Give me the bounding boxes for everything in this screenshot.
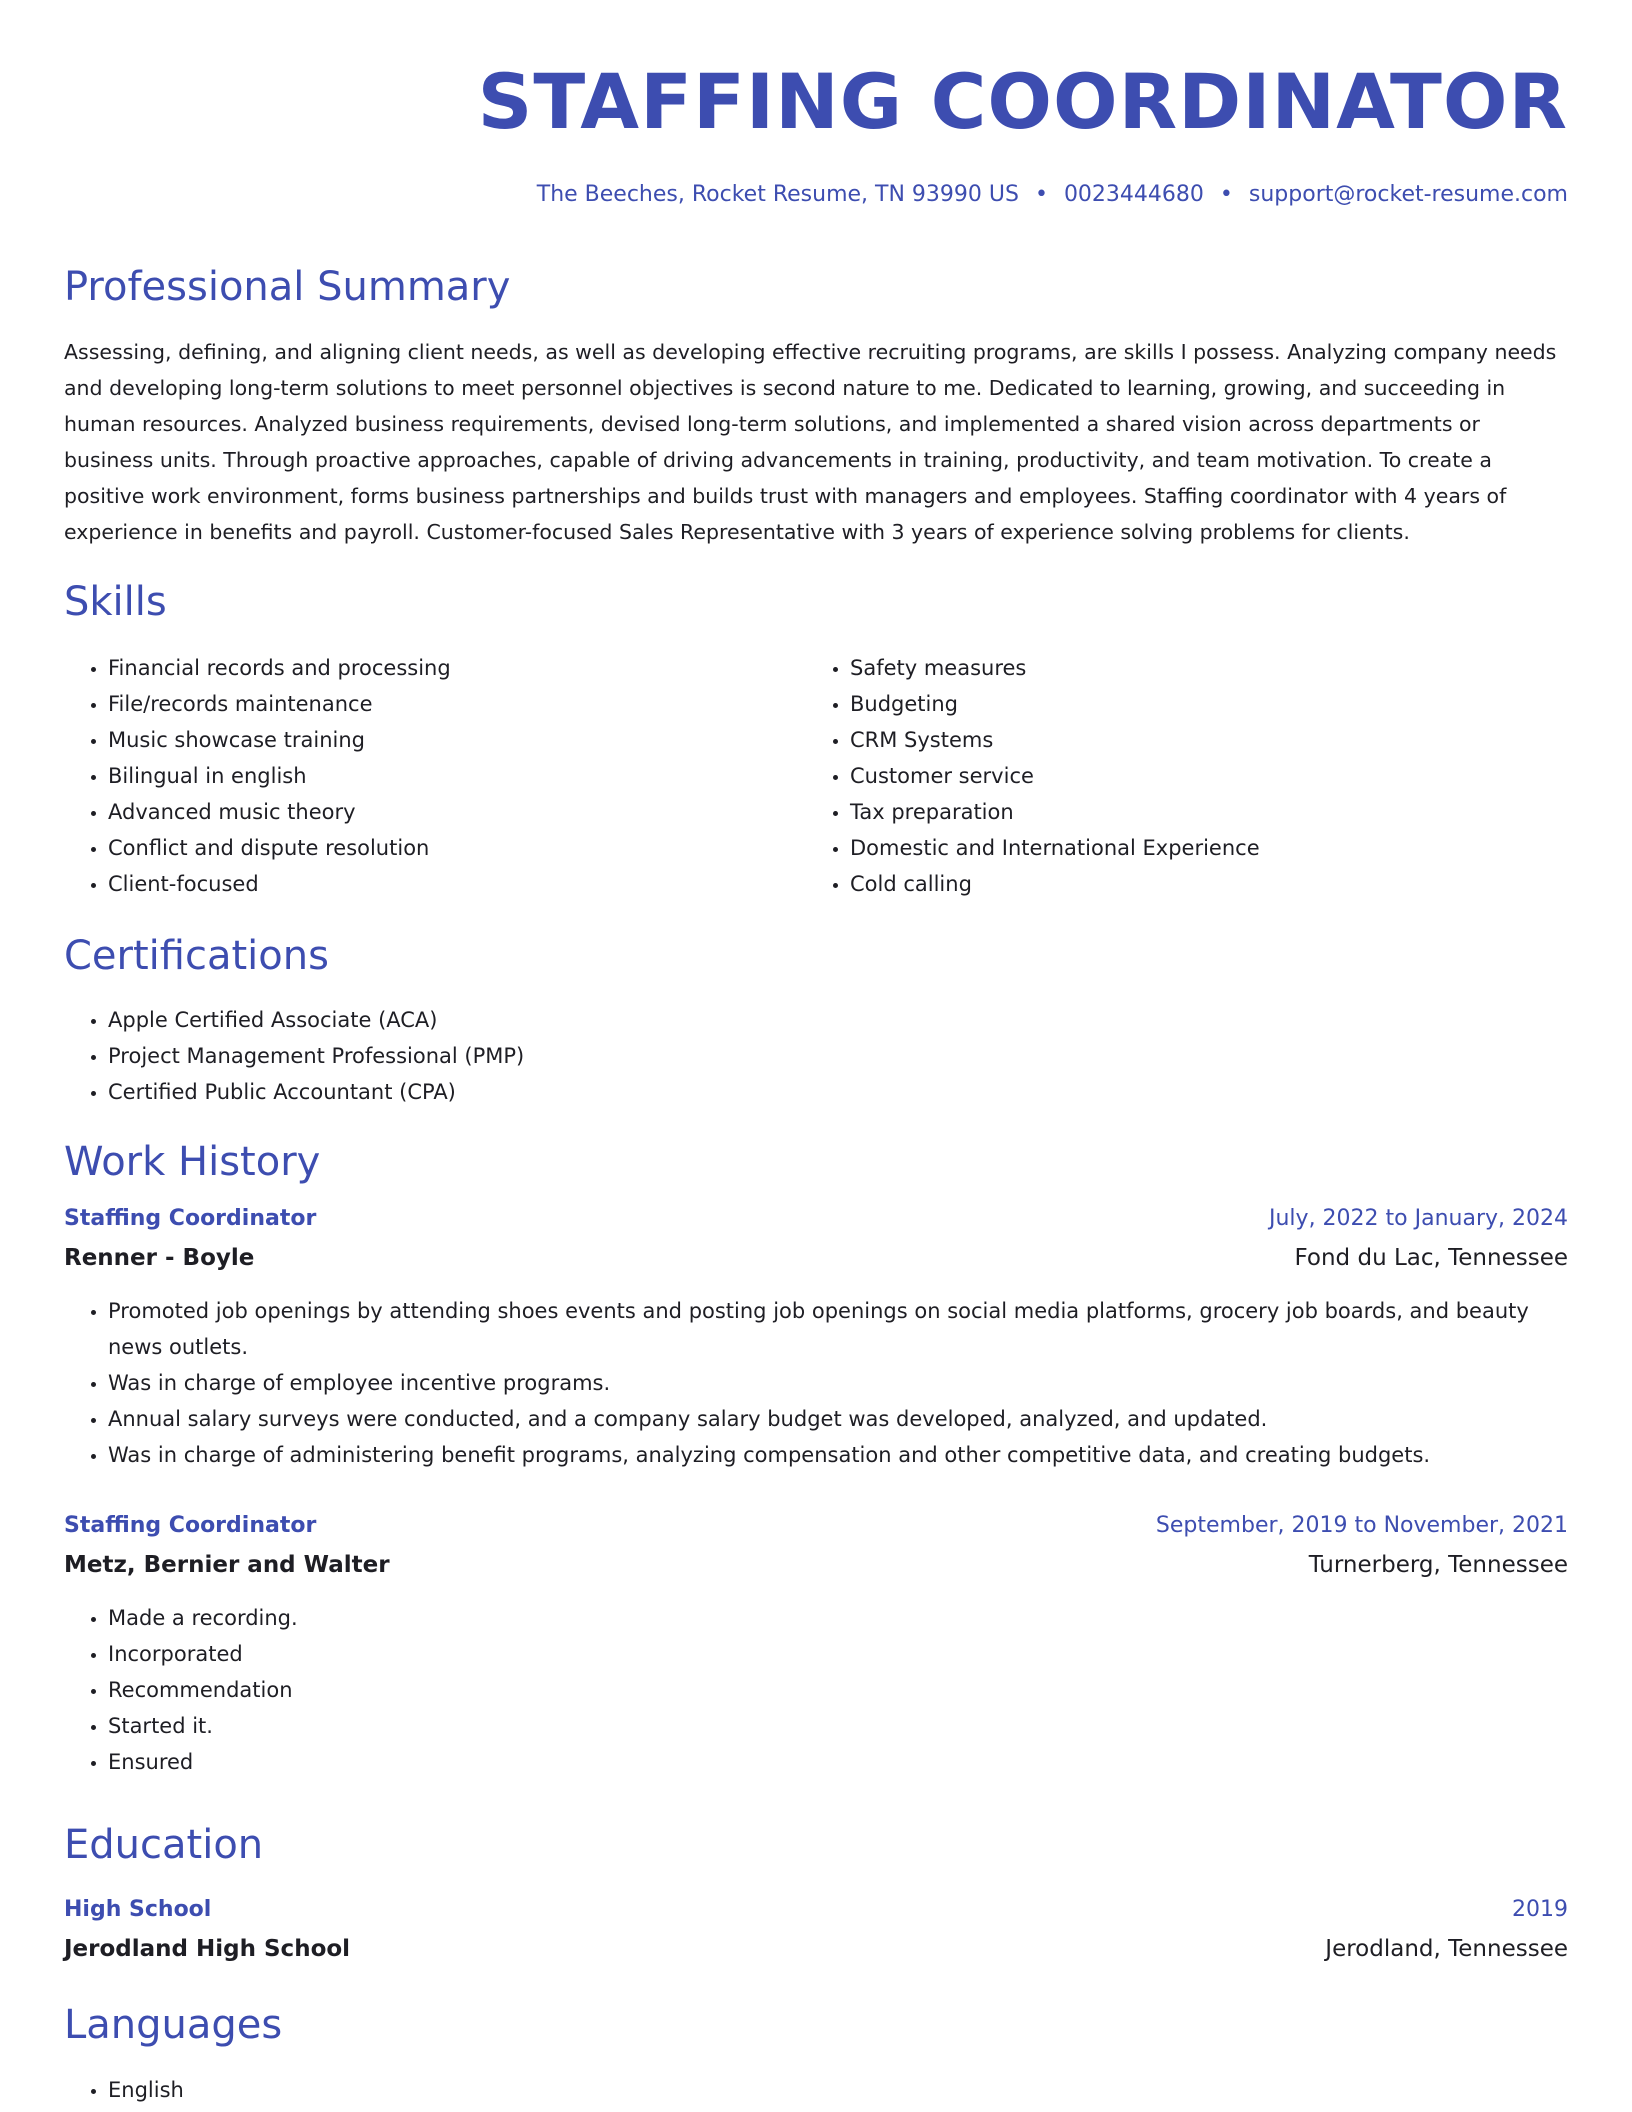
skill-item: • CRM Systems [850,722,1260,758]
skill-item: • Client-focused [108,866,451,902]
job-bullets [64,1600,298,1780]
job-dates: July, 2022 to January, 2024 [1269,1206,1568,1231]
section-title-work: Work History [64,1139,321,1185]
education-school-row [64,1936,1568,1962]
job-employer [64,1552,1568,1578]
job-header [64,1206,1568,1231]
job-bullet: • Made a recording. [108,1600,298,1636]
section-title-education: Education [64,1822,264,1868]
job-role: Staffing Coordinator [64,1513,317,1538]
certification-item: • Apple Certified Associate (ACA) [108,1002,524,1038]
skill-item: • Customer service [850,758,1260,794]
education-header [64,1897,1568,1922]
section-title-summary: Professional Summary [64,264,511,310]
contact-separator: • [1034,182,1048,207]
candidate-title: STAFFING COORDINATOR [477,57,1568,146]
skill-item: • Advanced music theory [108,794,451,830]
job-bullet: • Incorporated [108,1636,298,1672]
skill-item: • Budgeting [850,686,1260,722]
education-location: Jerodland, Tennessee [1325,1936,1568,1962]
job-header [64,1513,1568,1538]
contact-separator: • [1219,182,1233,207]
job-bullet: • Started it. [108,1708,298,1744]
skills-list-left [64,650,451,902]
skill-item: • Music showcase training [108,722,451,758]
skill-item: • Cold calling [850,866,1260,902]
certification-item: • Project Management Professional (PMP) [108,1038,524,1074]
job-company: Renner - Boyle [64,1245,255,1271]
education-school: Jerodland High School [64,1936,351,1962]
job-company: Metz, Bernier and Walter [64,1552,390,1578]
skill-item: • File/records maintenance [108,686,451,722]
skill-item: • Domestic and International Experience [850,830,1260,866]
job-bullet: • Promoted job openings by attending shoes events and posting job openings on social media platforms, grocery job boards, and beauty news outlets. [108,1293,1568,1365]
job-bullet: • Recommendation [108,1672,298,1708]
job-bullet: • Ensured [108,1744,298,1780]
skill-item: • Safety measures [850,650,1260,686]
certification-item: • Certified Public Accountant (CPA) [108,1074,524,1110]
contact-email[interactable]: support@rocket-resume.com [1248,182,1568,207]
job-dates: September, 2019 to November, 2021 [1155,1513,1568,1538]
skill-item: • Conflict and dispute resolution [108,830,451,866]
job-employer [64,1245,1568,1271]
skill-item: • Tax preparation [850,794,1260,830]
summary-text: Assessing, defining, and aligning client needs, as well as developing effective recruiting programs, are skills I possess. Analyzing company needs and developing long-term solutions to meet personnel objectives is second nature to me. Dedicated to learning, growing, and succeeding in human resources. Analyzed business requirements, devised long-term solutions, and implemented a shared vision across departments or business units. Through proactive approaches, capable of driving advancements in training, productivity, and team motivation. To create a positive work environment, forms business partnerships and builds trust with managers and employees. Staffing coordinator with 4 years of experience in benefits and payroll. Customer-focused Sales Representative with 3 years of experience solving problems for clients. [64,340,1557,544]
skill-item: • Bilingual in english [108,758,451,794]
certifications-list [64,1002,524,1110]
education-degree: High School [64,1897,212,1922]
contact-address: The Beeches, Rocket Resume, TN 93990 US [536,182,1019,207]
resume-content [64,0,1568,2102]
job-bullet: • Annual salary surveys were conducted, and a company salary budget was developed, analyzed, and updated. [108,1401,1568,1437]
job-bullet: • Was in charge of administering benefit programs, analyzing compensation and other competitive data, and creating budgets. [108,1437,1568,1473]
job-location: Fond du Lac, Tennessee [1294,1245,1568,1271]
language-item: • English [108,2072,184,2108]
job-role: Staffing Coordinator [64,1206,317,1231]
languages-list [64,2072,184,2108]
education-year: 2019 [1512,1897,1568,1922]
section-title-certifications: Certifications [64,933,329,979]
section-title-languages: Languages [64,2002,283,2048]
job-bullets [64,1293,1568,1473]
section-title-skills: Skills [64,579,167,625]
skills-list-right [806,650,1260,902]
job-location: Turnerberg, Tennessee [1308,1552,1568,1578]
contact-line [64,182,1568,212]
job-bullet: • Was in charge of employee incentive programs. [108,1365,1568,1401]
skill-item: • Financial records and processing [108,650,451,686]
contact-phone: 0023444680 [1063,182,1204,207]
